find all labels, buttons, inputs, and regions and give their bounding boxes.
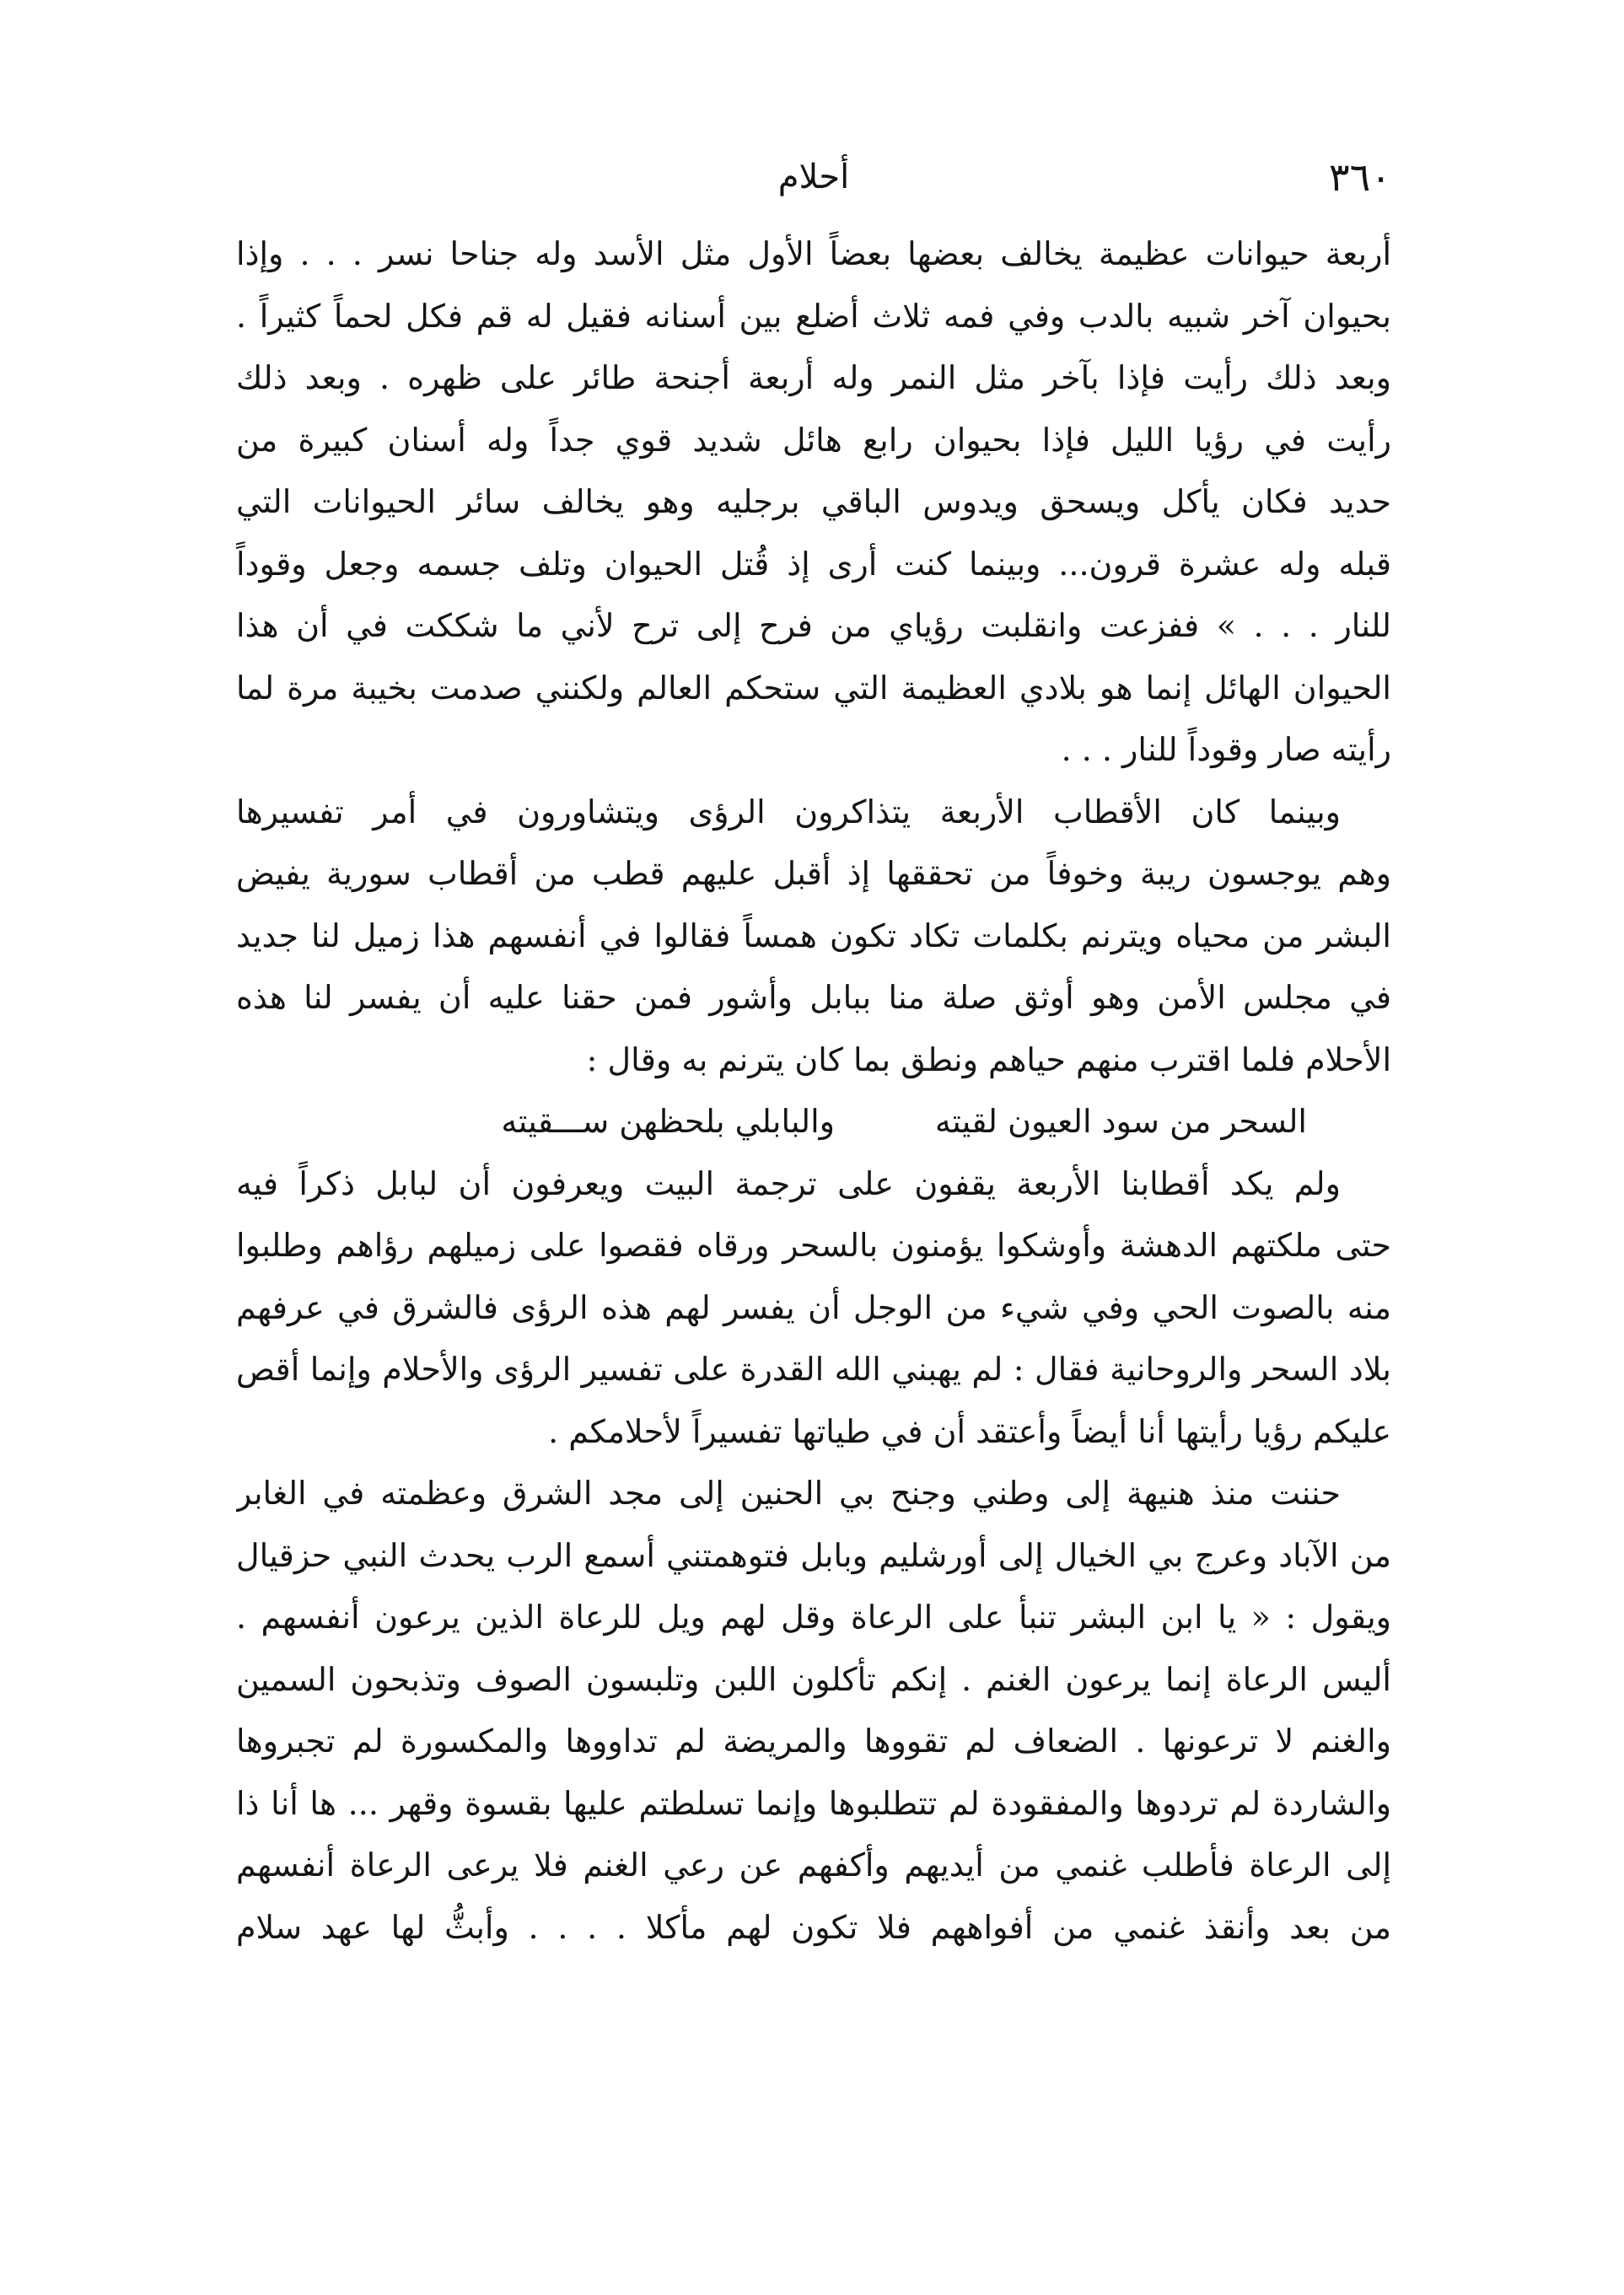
verse-second-hemistich: والبابلي بلحظهن ســـقيته xyxy=(501,1103,835,1140)
text-line: إلى الرعاة فأطلب غنمي من أيديهم وأكفهم عن رعي الغنم فلا يرعى الرعاة أنفسهم xyxy=(236,1846,1391,1884)
text-line: من الآباد وعرج بي الخيال إلى أورشليم وبابل فتوهمتني أسمع الرب يحدث النبي حزقيال xyxy=(236,1536,1391,1574)
text-line: من بعد وأنقذ غنمي من أفواههم فلا تكون لهم مأكلا . . . . وأبثُّ لها عهد سلام xyxy=(236,1908,1391,1946)
paragraph-start-line: ولم يكد أقطابنا الأربعة يقفون على ترجمة البيت ويعرفون أن لبابل ذكراً فيه xyxy=(236,1164,1341,1202)
text-line: البشر من محياه ويترنم بكلمات تكاد تكون همساً فقالوا في أنفسهم هذا زميل لنا جديد xyxy=(236,916,1391,954)
text-line: وبعد ذلك رأيت فإذا بآخر مثل النمر وله أربعة أجنحة طائر على ظهره . وبعد ذلك xyxy=(236,359,1391,396)
paragraph-start-line: حننت منذ هنيهة إلى وطني وجنح بي الحنين إلى مجد الشرق وعظمته في الغابر xyxy=(236,1475,1341,1512)
text-line: قبله وله عشرة قرون... وبينما كنت أرى إذ قُتل الحيوان وتلف جسمه وجعل وقوداً xyxy=(236,545,1391,583)
text-line: حتى ملكتهم الدهشة وأوشكوا يؤمنون بالسحر ورقاه فقصوا على زميلهم رؤاهم وطلبوا xyxy=(236,1227,1391,1264)
paragraph-start-line: وبينما كان الأقطاب الأربعة يتذاكرون الرؤى ويتشاورون في أمر تفسيرها xyxy=(236,793,1341,830)
text-line: بلاد السحر والروحانية فقال : لم يهبني الله القدرة على تفسير الرؤى والأحلام وإنما أقص xyxy=(236,1351,1391,1388)
page-number: ٣٦٠ xyxy=(1328,154,1391,200)
body-text xyxy=(236,223,1391,1959)
text-line: أليس الرعاة إنما يرعون الغنم . إنكم تأكلون اللبن وتلبسون الصوف وتذبحون السمين xyxy=(236,1660,1391,1698)
text-line: الأحلام فلما اقترب منهم حياهم ونطق بما كان يترنم به وقال : xyxy=(586,1040,1391,1078)
poetry-verse xyxy=(236,1091,1391,1153)
text-line: والشاردة لم تردوها والمفقودة لم تتطلبوها وإنما تسلطتم عليها بقسوة وقهر ... ها أنا ذا xyxy=(236,1784,1391,1822)
text-line: بحيوان آخر شبيه بالدب وفي فمه ثلاث أضلع بين أسنانه فقيل له قم فكل لحماً كثيراً . xyxy=(236,297,1391,335)
text-line: رأيته صار وقوداً للنار . . . xyxy=(1061,731,1391,768)
text-line: في مجلس الأمن وهو أوثق صلة منا ببابل وأشور فمن حقنا عليه أن يفسر لنا هذه xyxy=(236,979,1391,1016)
verse-first-hemistich: السحر من سود العيون لقيته xyxy=(934,1103,1307,1140)
text-line: حديد فكان يأكل ويسحق ويدوس الباقي برجليه وهو يخالف سائر الحيوانات التي xyxy=(236,483,1391,520)
text-line: الحيوان الهائل إنما هو بلادي العظيمة التي ستحكم العالم ولكنني صدمت بخيبة مرة لما xyxy=(236,669,1391,707)
text-line: للنار . . . » ففزعت وانقلبت رؤياي من فرح إلى ترح لأني ما شككت في أن هذا xyxy=(236,607,1391,644)
text-line: ويقول : « يا ابن البشر تنبأ على الرعاة وقل لهم ويل للرعاة الذين يرعون أنفسهم . xyxy=(236,1599,1391,1636)
text-line: وهم يوجسون ريبة وخوفاً من تحققها إذ أقبل عليهم قطب من أقطاب سورية يفيض xyxy=(236,855,1391,892)
text-line: عليكم رؤيا رأيتها أنا أيضاً وأعتقد أن في طياتها تفسيراً لأحلامكم . xyxy=(548,1412,1391,1450)
text-line: أربعة حيوانات عظيمة يخالف بعضها بعضاً الأول مثل الأسد وله جناحا نسر . . . وإذا xyxy=(236,235,1391,272)
text-line: منه بالصوت الحي وفي شيء من الوجل أن يفسر لهم هذه الرؤى فالشرق في عرفهم xyxy=(236,1288,1391,1326)
page-header xyxy=(236,148,1391,207)
text-line: والغنم لا ترعونها . الضعاف لم تقووها والمريضة لم تداووها والمكسورة لم تجبروها xyxy=(236,1723,1391,1760)
running-title: أحلام xyxy=(777,158,850,196)
text-line: رأيت في رؤيا الليل فإذا بحيوان رابع هائل شديد قوي جداً وله أسنان كبيرة من xyxy=(236,421,1391,459)
